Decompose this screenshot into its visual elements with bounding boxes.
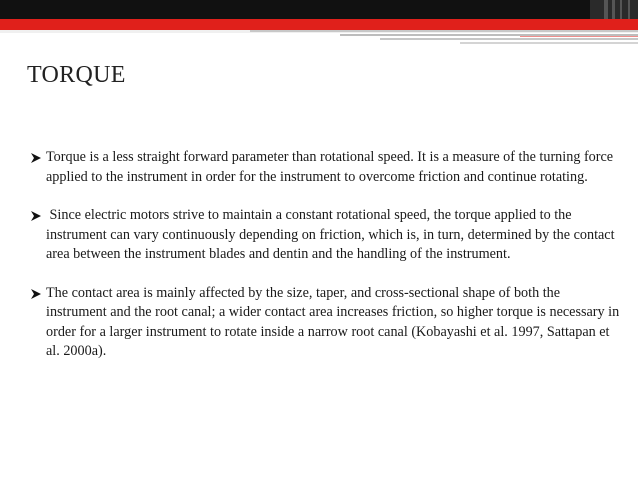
bullet-text: The contact area is mainly affected by the size, taper, and cross-sectional shape of both the instrument and the root canal; a wider contact area increases friction, so higher torque is necessary in order for a larger instrument to rotate inside a narrow root canal (Kobayashi et al. 1997, Sattapan et al. 2000a).: [46, 284, 620, 359]
bullet-text: Torque is a less straight forward parameter than rotational speed. It is a measure of the turning force applied to the instrument in order for the instrument to overcome friction and continue rotating.: [46, 149, 614, 185]
bullet-item: [31, 148, 621, 187]
bullet-list: [31, 148, 621, 381]
arrow-bullet-icon: [31, 289, 41, 299]
bullet-item: [31, 206, 621, 265]
bullet-text: Since electric motors strive to maintain a constant rotational speed, the torque applied to the instrument can vary continuously depending on friction, which is, in turn, determined by the contact area between the instrument blades and dentin and the handling of the instrument.: [46, 207, 619, 262]
arrow-bullet-icon: [31, 153, 41, 163]
slide-title: TORQUE: [27, 62, 126, 88]
bullet-item: [31, 284, 621, 362]
header-decoration: [0, 0, 638, 46]
arrow-bullet-icon: [31, 211, 41, 221]
